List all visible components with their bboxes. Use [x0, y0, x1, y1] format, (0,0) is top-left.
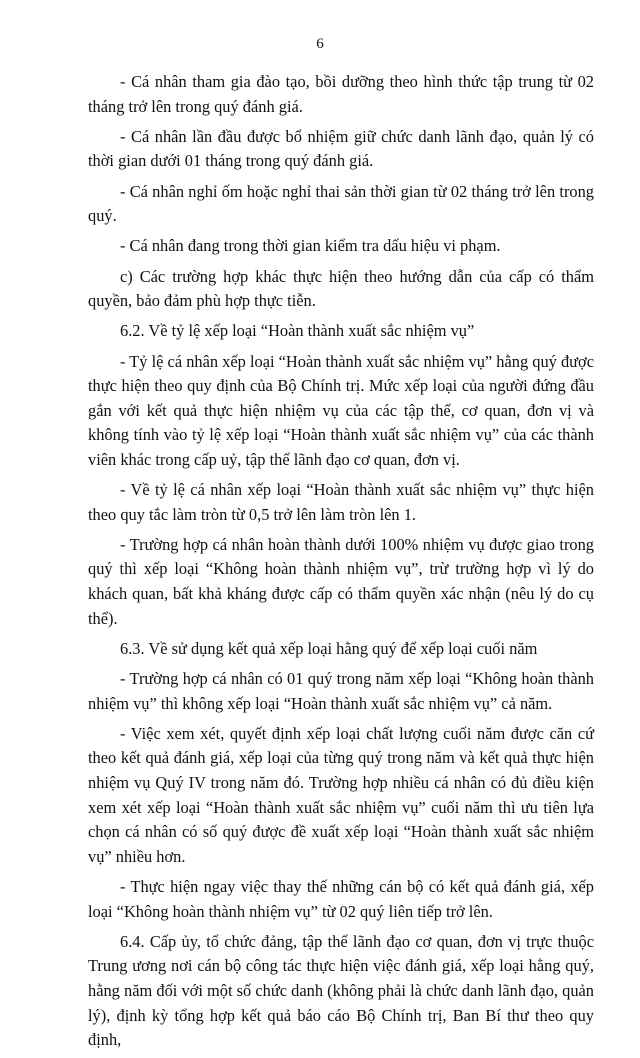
paragraph: c) Các trường hợp khác thực hiện theo hướng dẫn của cấp có thẩm quyền, bảo đảm phù hợp thực tiễn.	[88, 266, 594, 311]
paragraph: 6.4. Cấp ủy, tổ chức đảng, tập thể lãnh đạo cơ quan, đơn vị trực thuộc Trung ương nơi cán bộ công tác thực hiện việc đánh giá, xếp loại hằng quý, hằng năm đối với một số chức danh (không phải là chức danh lãnh đạo, quản lý), định kỳ tổng hợp kết quả báo cáo Bộ Chính trị, Ban Bí thư theo quy định,	[88, 931, 594, 1050]
paragraph: - Cá nhân đang trong thời gian kiểm tra dấu hiệu vi phạm.	[120, 236, 501, 256]
paragraph: - Thực hiện ngay việc thay thế những cán bộ có kết quả đánh giá, xếp loại “Không hoàn thành nhiệm vụ” từ 02 quý liên tiếp trở lên.	[88, 876, 594, 921]
document-body	[88, 70, 594, 1058]
paragraph: - Cá nhân tham gia đào tạo, bồi dưỡng theo hình thức tập trung từ 02 tháng trở lên trong quý đánh giá.	[88, 72, 594, 116]
paragraph: - Về tỷ lệ cá nhân xếp loại “Hoàn thành xuất sắc nhiệm vụ” thực hiện theo quy tắc làm tròn từ 0,5 trở lên làm tròn lên 1.	[88, 480, 594, 524]
paragraph: - Việc xem xét, quyết định xếp loại chất lượng cuối năm được căn cứ theo kết quả đánh giá, xếp loại của từng quý trong năm và kết quả thực hiện nhiệm vụ Quý IV trong năm đó. Trường hợp nhiều cá nhân có đủ điều kiện xem xét xếp loại “Hoàn thành xuất sắc nhiệm vụ” cuối năm thì ưu tiên lựa chọn cá nhân có số quý được đề xuất xếp loại “Hoàn thành xuất sắc nhiệm vụ” nhiều hơn.	[88, 723, 594, 866]
paragraph: - Trường hợp cá nhân hoàn thành dưới 100% nhiệm vụ được giao trong quý thì xếp loại “Không hoàn thành nhiệm vụ”, trừ trường hợp vì lý do khách quan, bất khả kháng được cấp có thẩm quyền xác nhận (nêu lý do cụ thể).	[88, 534, 594, 628]
section-heading: 6.2. Về tỷ lệ xếp loại “Hoàn thành xuất sắc nhiệm vụ”	[120, 321, 475, 341]
paragraph: - Cá nhân nghỉ ốm hoặc nghỉ thai sản thời gian từ 02 tháng trở lên trong quý.	[88, 181, 594, 226]
section-heading: 6.3. Về sử dụng kết quả xếp loại hằng quý để xếp loại cuối năm	[120, 638, 538, 658]
paragraph: - Tỷ lệ cá nhân xếp loại “Hoàn thành xuất sắc nhiệm vụ” hằng quý được thực hiện theo quy định của Bộ Chính trị. Mức xếp loại của người đứng đầu gắn với kết quả thực hiện nhiệm vụ của các tập thể, cơ quan, đơn vị và không tính vào tỷ lệ xếp loại “Hoàn thành xuất sắc nhiệm vụ” của các thành viên khác trong cấp uỷ, tập thể lãnh đạo cơ quan, đơn vị.	[88, 351, 594, 469]
page-number: 6	[316, 36, 324, 52]
paragraph: - Trường hợp cá nhân có 01 quý trong năm xếp loại “Không hoàn thành nhiệm vụ” thì không xếp loại “Hoàn thành xuất sắc nhiệm vụ” cả năm.	[88, 669, 594, 713]
paragraph: - Cá nhân lần đầu được bổ nhiệm giữ chức danh lãnh đạo, quản lý có thời gian dưới 01 tháng trong quý đánh giá.	[88, 126, 594, 171]
